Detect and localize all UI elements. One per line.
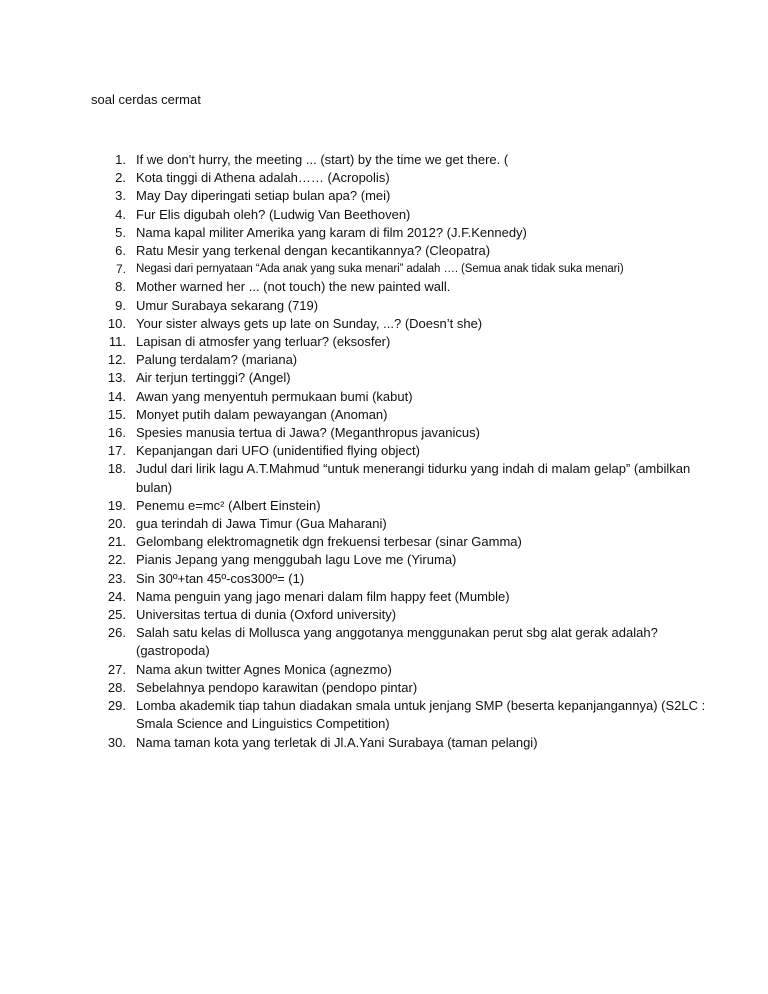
question-text: Pianis Jepang yang menggubah lagu Love me (Yiruma) — [136, 552, 457, 568]
question-number: 3. — [115, 188, 126, 204]
question-number: 25. — [107, 607, 126, 623]
question-number: 27. — [107, 661, 126, 677]
question-item — [0, 388, 768, 406]
question-item — [0, 570, 768, 588]
question-item — [0, 187, 768, 205]
question-number: 14. — [107, 388, 126, 404]
question-item — [0, 624, 768, 660]
question-text: Kota tinggi di Athena adalah…… (Acropolis) — [136, 170, 390, 186]
question-item — [0, 515, 768, 533]
question-number: 4. — [115, 206, 126, 222]
question-item — [0, 697, 768, 733]
question-item — [0, 333, 768, 351]
question-text: If we don't hurry, the meeting ... (start) by the time we get there. ( — [136, 152, 509, 167]
question-text: Nama penguin yang jago menari dalam film happy feet (Mumble) — [136, 588, 510, 604]
question-text: Gelombang elektromagnetik dgn frekuensi terbesar (sinar Gamma) — [136, 534, 522, 550]
document-title: soal cerdas cermat — [91, 92, 201, 107]
question-item — [0, 551, 768, 569]
question-item — [0, 661, 768, 679]
question-number: 21. — [107, 534, 126, 550]
question-text: Monyet putih dalam pewayangan (Anoman) — [136, 406, 388, 422]
question-text: Fur Elis digubah oleh? (Ludwig Van Beethoven) — [136, 206, 411, 222]
question-text: Lomba akademik tiap tahun diadakan smala untuk jenjang SMP (beserta kepanjangannya) (S2LC : Smala Science and Linguistics Competition) — [136, 698, 706, 732]
question-number: 6. — [115, 243, 126, 259]
question-number: 8. — [115, 279, 126, 295]
question-number: 16. — [107, 425, 126, 441]
question-text: Nama akun twitter Agnes Monica (agnezmo) — [136, 661, 392, 677]
question-item — [0, 606, 768, 624]
question-number: 10. — [107, 315, 126, 331]
question-item — [0, 588, 768, 606]
question-text: May Day diperingati setiap bulan apa? (mei) — [136, 188, 391, 204]
question-item — [0, 260, 768, 278]
question-number: 11. — [108, 334, 126, 350]
question-number: 24. — [107, 588, 126, 604]
question-text: Nama kapal militer Amerika yang karam di film 2012? (J.F.Kennedy) — [136, 224, 527, 240]
question-item — [0, 297, 768, 315]
question-list — [0, 151, 768, 752]
question-text: Awan yang menyentuh permukaan bumi (kabut) — [136, 388, 413, 404]
question-text: gua terindah di Jawa Timur (Gua Maharani) — [136, 516, 387, 532]
question-number: 22. — [107, 552, 126, 568]
question-text: Your sister always gets up late on Sunday, ...? (Doesn’t she) — [136, 315, 483, 331]
question-item — [0, 533, 768, 551]
question-number: 18. — [107, 461, 126, 477]
question-item — [0, 460, 768, 496]
question-item — [0, 206, 768, 224]
question-text: Ratu Mesir yang terkenal dengan kecantikannya? (Cleopatra) — [136, 243, 491, 259]
question-number: 17. — [107, 443, 126, 459]
question-item — [0, 242, 768, 260]
question-item — [0, 169, 768, 187]
question-item — [0, 442, 768, 460]
question-text: Sebelahnya pendopo karawitan (pendopo pintar) — [136, 679, 418, 695]
question-text: Mother warned her ... (not touch) the new painted wall. — [136, 279, 451, 295]
question-text: Sin 30º+tan 45º-cos300º= (1) — [136, 570, 305, 586]
question-number: 12. — [107, 352, 126, 368]
question-item — [0, 369, 768, 387]
question-number: 20. — [107, 516, 126, 532]
question-item — [0, 315, 768, 333]
question-text: Umur Surabaya sekarang (719) — [136, 297, 319, 313]
question-number: 13. — [107, 370, 126, 386]
question-text: Universitas tertua di dunia (Oxford university) — [136, 607, 397, 623]
question-number: 1. — [115, 152, 126, 167]
question-text: Penemu e=mc² (Albert Einstein) — [136, 497, 321, 513]
question-text: Nama taman kota yang terletak di Jl.A.Yani Surabaya (taman pelangi) — [136, 734, 538, 750]
question-item — [0, 679, 768, 697]
question-item — [0, 278, 768, 296]
question-text: Negasi dari pernyataan “Ada anak yang suka menari” adalah …. (Semua anak tidak suka menari) — [136, 263, 624, 276]
question-item — [0, 224, 768, 242]
question-number: 30. — [107, 734, 126, 750]
question-number: 28. — [107, 679, 126, 695]
question-number: 26. — [107, 625, 126, 641]
question-number: 15. — [107, 406, 126, 422]
question-number: 5. — [115, 224, 126, 240]
question-text: Lapisan di atmosfer yang terluar? (eksosfer) — [136, 334, 391, 350]
question-number: 9. — [115, 297, 126, 313]
question-text: Spesies manusia tertua di Jawa? (Meganthropus javanicus) — [136, 425, 480, 441]
question-item — [0, 424, 768, 442]
question-item — [0, 351, 768, 369]
question-number: 2. — [115, 170, 126, 186]
question-item — [0, 497, 768, 515]
question-item — [0, 406, 768, 424]
question-number: 23. — [107, 570, 126, 586]
question-number: 29. — [107, 698, 126, 714]
question-text: Air terjun tertinggi? (Angel) — [136, 370, 291, 386]
question-text: Palung terdalam? (mariana) — [136, 352, 298, 368]
question-number: 19. — [107, 497, 126, 513]
question-item — [0, 734, 768, 752]
question-text: Judul dari lirik lagu A.T.Mahmud “untuk menerangi tidurku yang indah di malam gelap” (ambilkan bulan) — [136, 461, 691, 495]
question-text: Kepanjangan dari UFO (unidentified flying object) — [136, 443, 421, 459]
question-number: 7. — [115, 262, 126, 277]
question-text: Salah satu kelas di Mollusca yang anggotanya menggunakan perut sbg alat gerak adalah? (gastropoda) — [136, 625, 658, 659]
question-item — [0, 151, 768, 169]
